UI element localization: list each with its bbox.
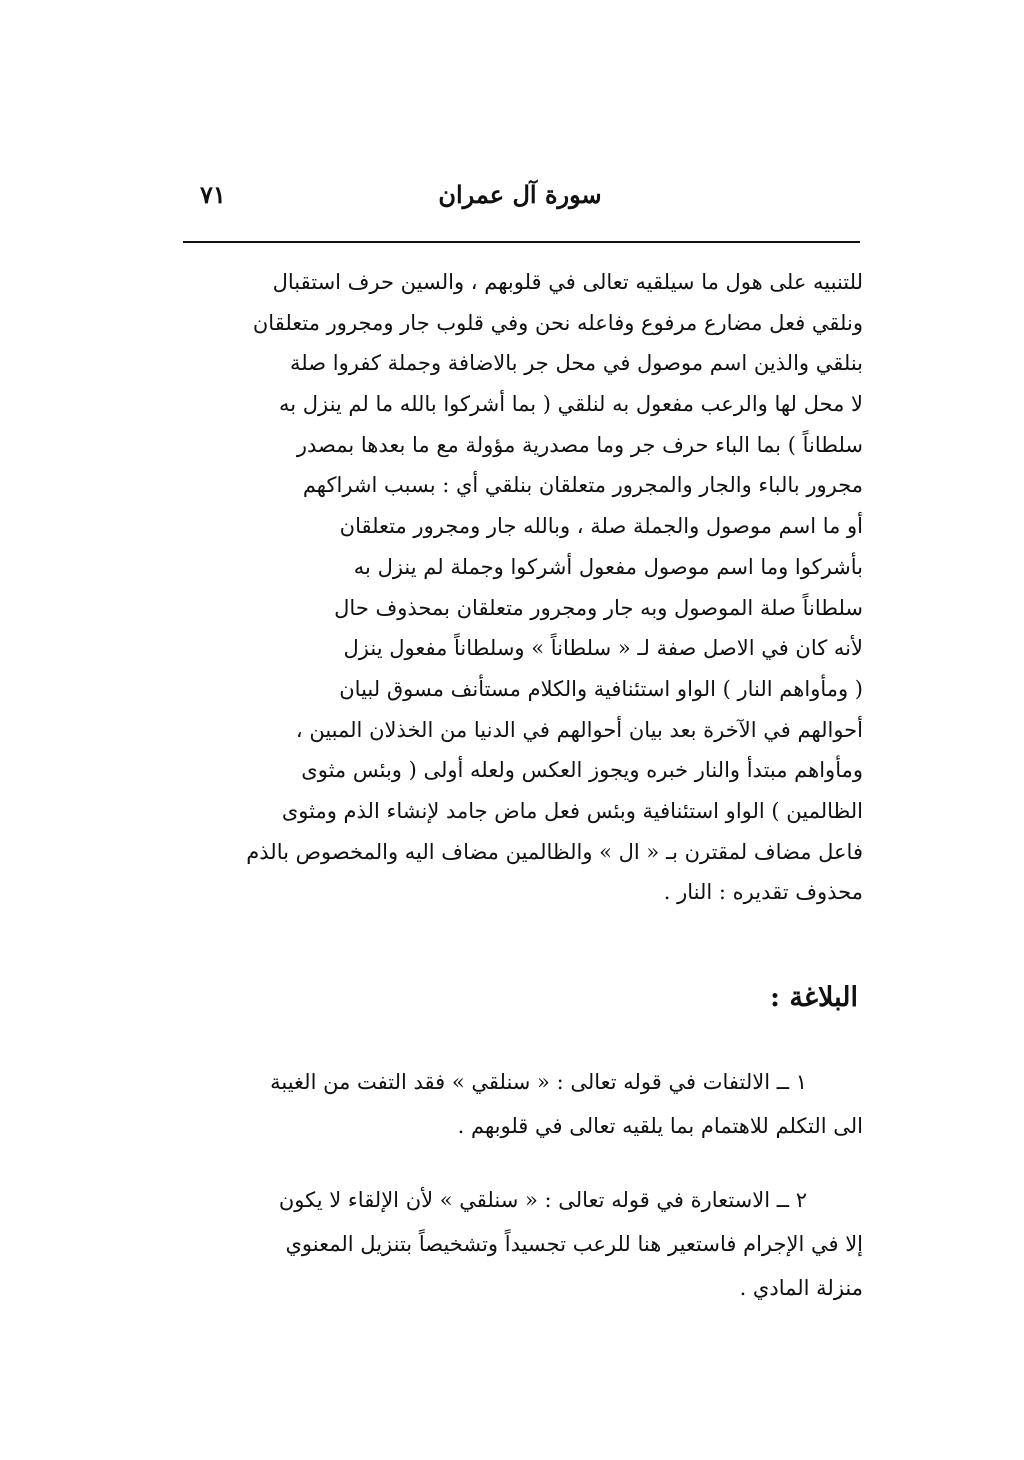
page-number: ٧١ <box>200 180 226 209</box>
text-line: بنلقي والذين اسم موصول في محل جر بالاضافة وجملة كفروا صلة <box>290 351 863 376</box>
text-line: سلطاناً ) بما الباء حرف جر وما مصدرية مؤولة مع ما بعدها بمصدر <box>296 432 863 457</box>
text-line: بأشركوا وما اسم موصول مفعول أشركوا وجملة لم ينزل به <box>353 554 863 579</box>
text-line: ومأواهم مبتدأ والنار خبره ويجوز العكس ولعله أولى ( وبئس مثوى <box>301 758 863 783</box>
text-line: لا محل لها والرعب مفعول به لنلقي ( بما أشركوا بالله ما لم ينزل به <box>278 392 863 417</box>
page-header <box>180 180 860 220</box>
text-line: أو ما اسم موصول والجملة صلة ، وبالله جار ومجرور متعلقان <box>339 514 863 539</box>
text-line: الظالمين ) الواو استئنافية وبئس فعل ماض جامد لإنشاء الذم ومثوى <box>281 798 863 823</box>
section-heading: البلاغة : <box>770 982 858 1013</box>
text-line: سلطاناً صلة الموصول وبه جار ومجرور متعلقان بمحذوف حال <box>334 595 863 620</box>
text-line: للتنبيه على هول ما سيلقيه تعالى في قلوبهم ، والسين حرف استقبال <box>272 270 863 294</box>
text-line: ونلقي فعل مضارع مرفوع وفاعله نحن وفي قلوب جار ومجرور متعلقان <box>252 310 863 335</box>
header-divider <box>183 241 860 243</box>
text-line: منزلة المادي . <box>739 1276 863 1300</box>
text-line: فاعل مضاف لمقترن بـ « ال » والظالمين مضاف اليه والمخصوص بالذم <box>246 839 863 864</box>
main-text <box>180 262 863 913</box>
text-line: إلا في الإجرام فاستعير هنا للرعب تجسيداً وتشخيصاً بتنزيل المعنوي <box>285 1232 863 1256</box>
text-line: مجرور بالباء والجار والمجرور متعلقان بنلقي أي : بسبب اشراكهم <box>302 473 863 498</box>
text-line: ٢ ــ الاستعارة في قوله تعالى : « سنلقي » لأن الإلقاء لا يكون <box>278 1188 807 1212</box>
text-line: لأنه كان في الاصل صفة لـ « سلطاناً » وسلطاناً مفعول ينزل <box>343 636 863 661</box>
text-line: أحوالهم في الآخرة بعد بيان أحوالهم في الدنيا من الخذلان المبين ، <box>295 717 863 742</box>
rhetoric-point-2 <box>180 1178 863 1310</box>
running-title: سورة آل عمران <box>438 180 602 209</box>
rhetoric-point-1 <box>180 1060 863 1148</box>
text-line: ١ ــ الالتفات في قوله تعالى : « سنلقي » فقد التفت من الغيبة <box>270 1070 807 1094</box>
text-line: الى التكلم للاهتمام بما يلقيه تعالى في قلوبهم . <box>457 1114 863 1138</box>
text-line: محذوف تقديره : النار . <box>663 880 863 905</box>
text-line: ( ومأواهم النار ) الواو استئنافية والكلام مستأنف مسوق لبيان <box>339 676 863 701</box>
